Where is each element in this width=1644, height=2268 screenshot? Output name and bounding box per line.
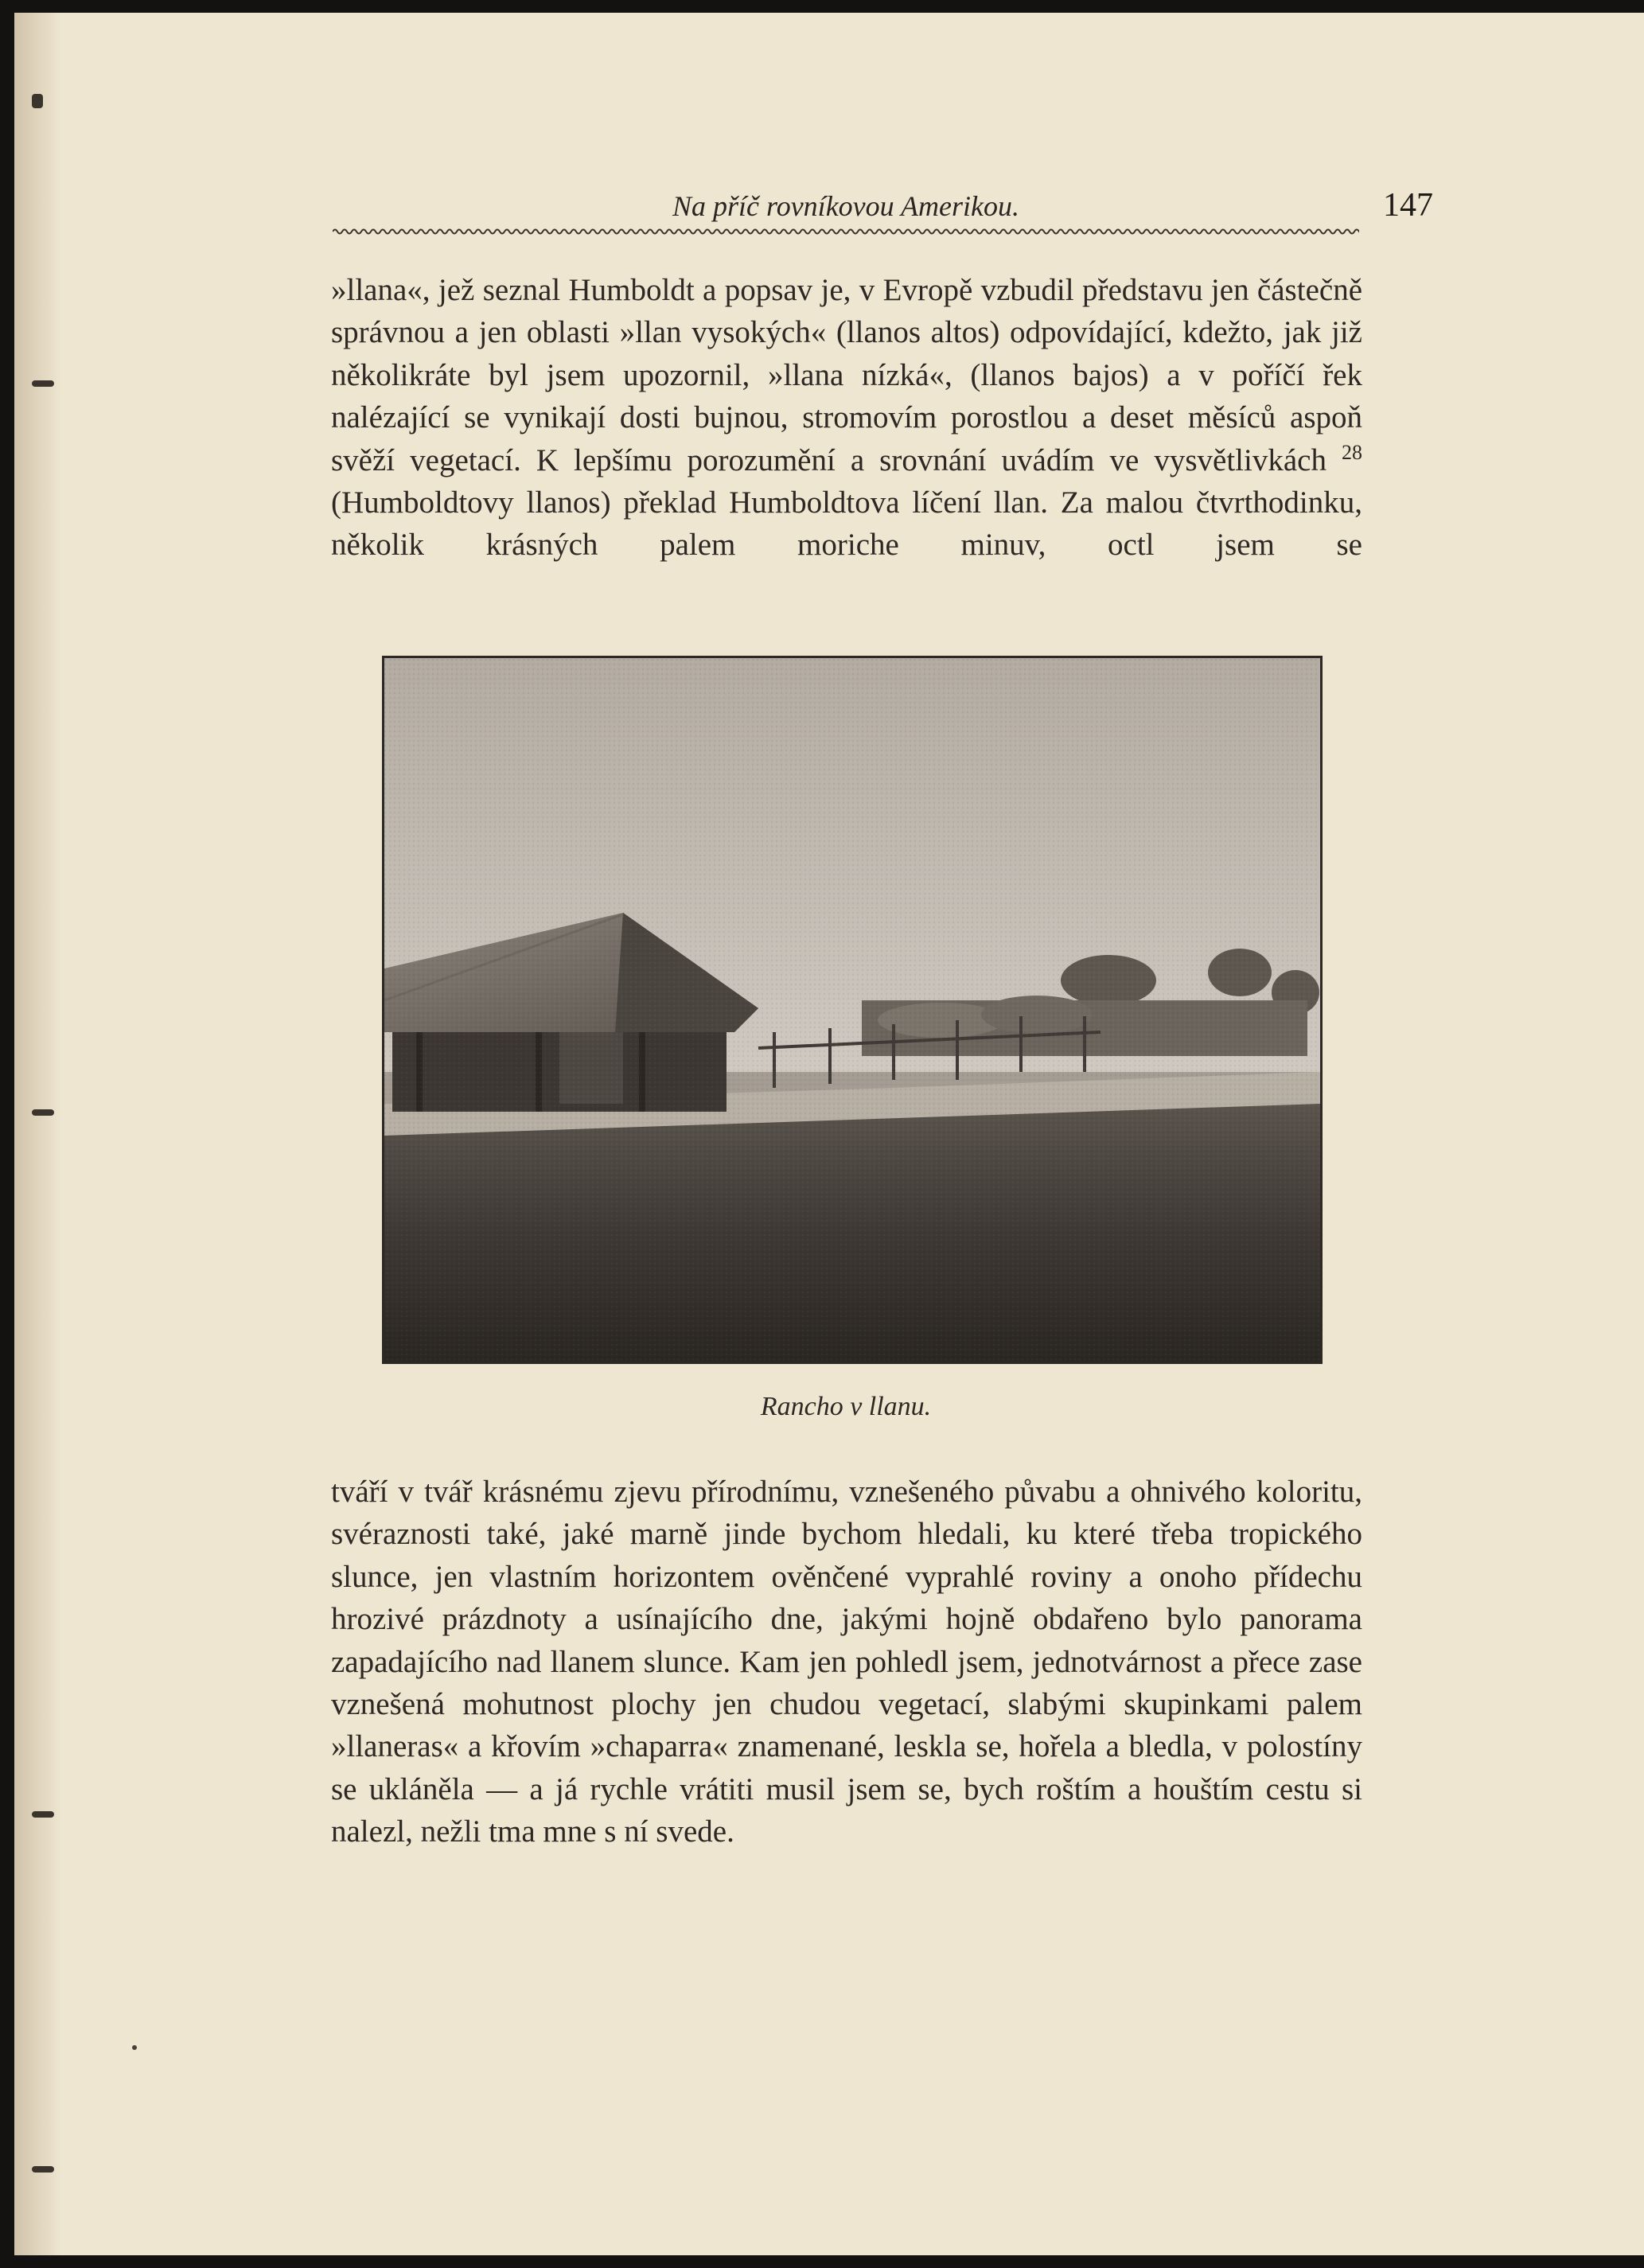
- paragraph-text: »llana«, jež seznal Humboldt a popsav je, v Evropě vzbudil představu jen částečně správnou a jen oblasti »llan vysokých« (llanos altos) odpovídající, kdežto, jak již několikráte byl jsem upozornil, »llana nízká«, (llanos bajos) a v poříčí řek nalézající se vynikají dosti bujnou, stromovím porostlou a deset měsíců aspoň svěží vegetací. K lepšímu porozumění a srovnání uvádím ve vysvětlivkách: [331, 273, 1362, 477]
- figure-photo-rancho: [382, 656, 1323, 1364]
- wavy-rule: [333, 226, 1359, 237]
- binding-mark: [32, 94, 43, 108]
- binding-mark: [32, 2166, 54, 2173]
- photo-illustration: [384, 658, 1320, 1362]
- page-number: 147: [1383, 187, 1433, 224]
- paragraph-text-cont: (Humboldtovy llanos) překlad Humboldtova líčení llan. Za malou čtvrthodinku, několik krásných palem moriche minuv, octl jsem se: [331, 485, 1362, 563]
- paragraph-before-figure: [331, 269, 1362, 567]
- paragraph-after-figure: tváří v tvář krásnému zjevu přírodnímu, vznešeného půvabu a ohnivého koloritu, svéraznosti také, jaké marně jinde bychom hledali, ku které třeba tropického slunce, jen vlastním horizontem ověnčené vyprahlé roviny a onoho přídechu hrozivé prázdnoty a usínajícího dne, jakými hojně obdařeno bylo panorama zapadajícího nad llanem slunce. Kam jen pohledl jsem, jednotvárnost a přece zase vznešená mohutnost plochy jen chudou vegetací, slabými skupinkami palem »llaneras« a křovím »chaparra« znamenané, leskla se, hořela a bledla, v polostíny se ukláněla — a já rychle vrátiti musil jsem se, bych roštím a houštím cestu si nalezl, nežli tma mne s ní svede.: [331, 1475, 1362, 1849]
- figure-caption: Rancho v llanu.: [760, 1392, 932, 1421]
- running-title: Na příč rovníkovou Amerikou.: [672, 190, 1019, 222]
- dust-speck: [132, 2045, 137, 2050]
- binding-mark: [32, 1109, 54, 1116]
- footnote-ref: 28: [1342, 440, 1362, 464]
- book-page: [14, 13, 1644, 2255]
- binding-mark: [32, 1811, 54, 1818]
- binding-mark: [32, 380, 54, 387]
